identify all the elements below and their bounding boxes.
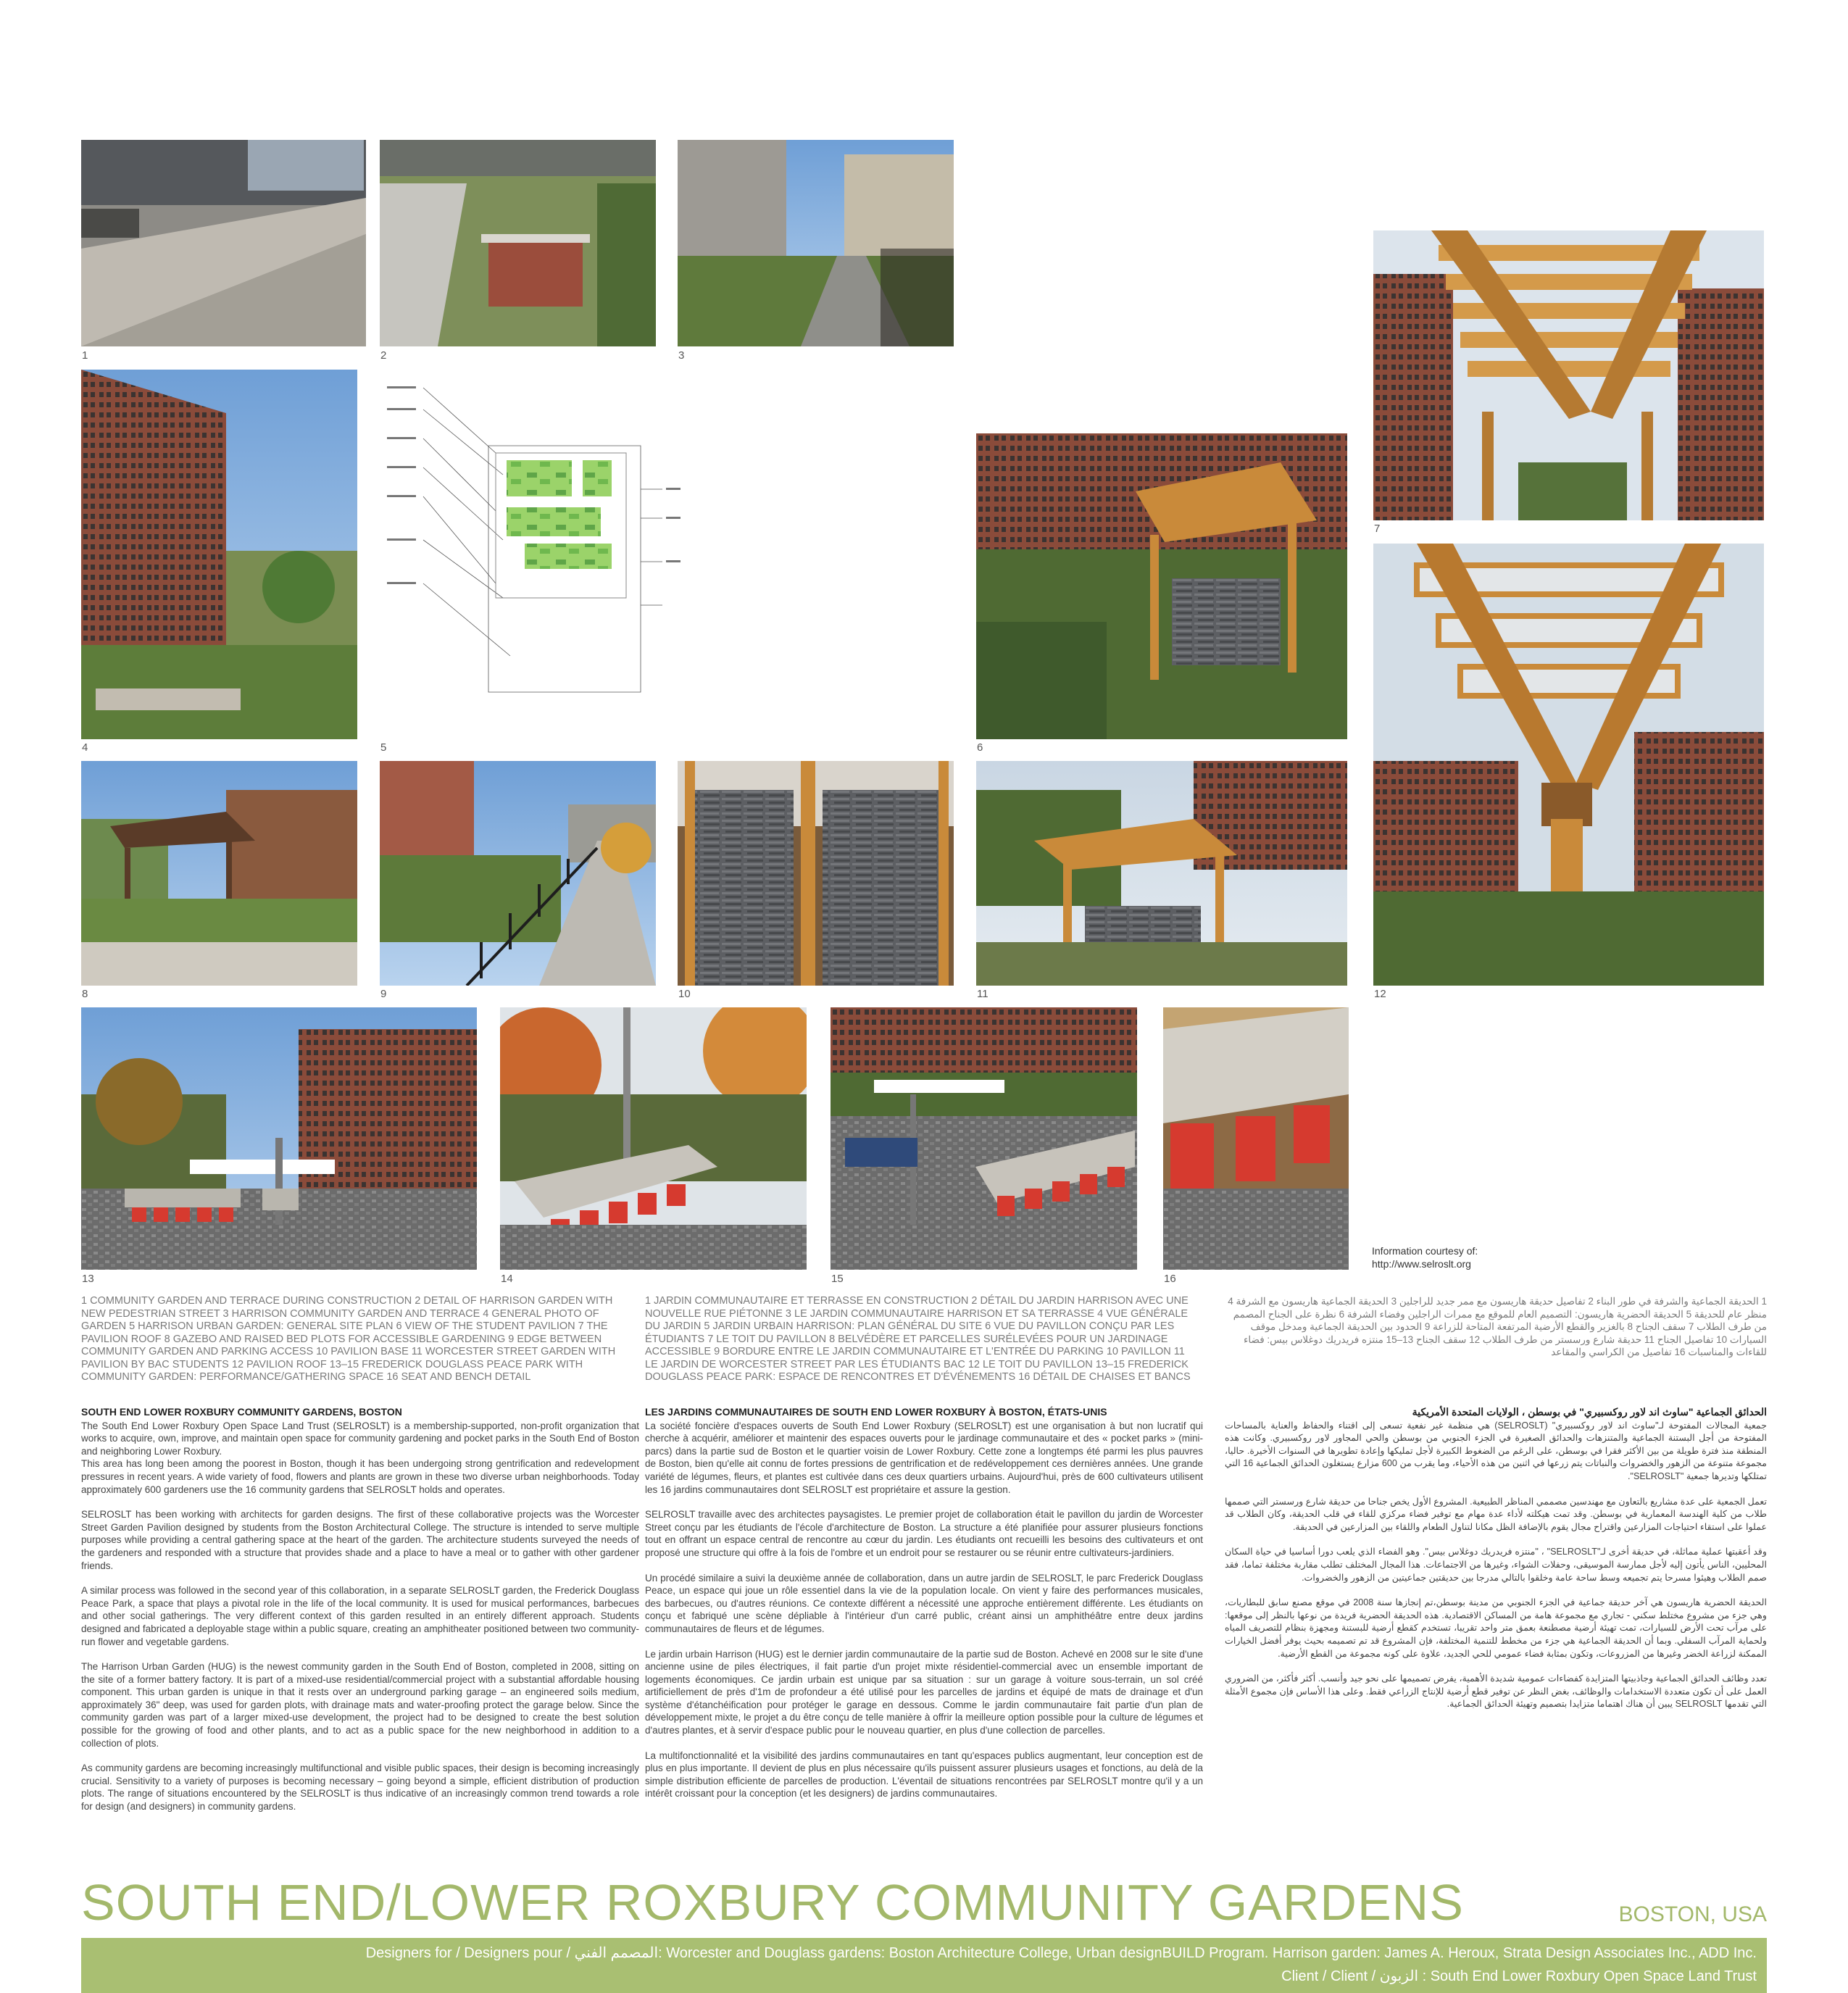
photo-number: 16 xyxy=(1164,1273,1176,1285)
photo-number: 9 xyxy=(380,988,387,1000)
photo-6-student-pavilion xyxy=(976,433,1347,739)
french-paragraph: La multifonctionnalité et la visibilité des jardins communautaires en tant qu'espaces publics augmentant, leur conception est de plus en plus importante. Il devient de plus en plus nécessaire qu'ils puissent assurer plusieurs usages et fonctions, au delà de la simple distribution efficiente de parcelles de production. L'éventail de situations rencontrées par SELROSLT montre qu'il y a un intérêt croissant pour la conception (et les designers) de jardins communautaires. xyxy=(645,1749,1203,1799)
designers-credit: Designers for / Designers pour / المصمم الفني: Worcester and Douglass gardens: Boston Architecture College, Urban designBUILD Program. Harrison garden: James A. Heroux, Strata Design Associates Inc., ADD Inc. xyxy=(365,1945,1757,1961)
english-paragraph: This area has long been among the poorest in Boston, though it has been undergoing strong gentrification and redevelopment pressures in recent years. A wide variety of food, flowers and plants are grown in these two diverse urban neighborhoods. Today approximately 600 gardeners use the 16 community gardens that SELROSLT holds and operates. xyxy=(81,1458,639,1495)
caption-arabic: 1 الحديقة الجماعية والشرفة في طور البناء 2 تفاصيل حديقة هاريسون مع ممر جديد للراجلين 3 الحديقة الجماعية هاريسون مع الشرفة 4 منظر عام للحديقة 5 الحديقة الحضرية هاريسون: التصميم العام للموقع مع ممرات الراجلين وفضاء الشرفة 6 نظرة على الجناح المصمم من طرف الطلاب 7 سقف الجناح 8 بالغزير والقطع الأرضية المرتفعة المتاحة للزراعة 9 الحدود بين الحديقة الجماعية ومدخل موقف السيارات 10 تفاصيل الجناح 11 حديقة شارع ورسستر من طرف الطلاب 12 سقف الجناح 13–15 منتزه فريدريك دوغلاس بيس: فضاء للقاءات والمناسبات 16 تفاصيل من الكراسي والمقاعد xyxy=(1228,1296,1767,1357)
photo-1-construction xyxy=(81,140,366,346)
credit-label: Information courtesy of: xyxy=(1372,1245,1478,1257)
credit-url[interactable]: http://www.selroslt.org xyxy=(1372,1258,1471,1270)
french-paragraph: La société foncière d'espaces ouverts de South End Lower Roxbury (SELROSLT) est une organisation à but non lucratif qui cherche à acquérir, améliorer et maintenir des espaces ouverts pour le jardinage communautaire et des « pocket parks » (mini-parcs) dans la partie sud de Boston et le quartier voisin de Lower Roxbury. Cette zone a longtemps été parmi les plus pauvres de Boston, bien qu'elle ait connu de fortes pressions de gentrification et de redéveloppement ces dernières années. Une grande variété de légumes, fleurs, et plantes est cultivée dans ces deux quartiers urbains. Aujourd'hui, près de 600 cultivateurs utilisent les 16 jardins communautaires dont SELROSLT est propriétaire et assure la gestion. xyxy=(645,1420,1203,1495)
arabic-text-column xyxy=(1225,1406,1767,1723)
photo-number: 1 xyxy=(82,349,88,362)
english-text-column xyxy=(81,1406,639,1826)
photo-number: 5 xyxy=(380,741,387,754)
arabic-paragraph: تعمل الجمعية على عدة مشاريع بالتعاون مع مهندسين مصممي المناظر الطبيعية. المشروع الأول يخص جناحا من حديقة شارع ورسستر التي صممها طلاب من كلية الهندسة المعمارية في بوسطن. وقد تمت هيكلته لأداء عدة مهام مع توفير فضاء مركزي للقاء في قلب الحديقة، وكان الطلاب قد عملوا على استقاء احتياجات المزارعين واقتراح مجال يقوم بالإضافة الظل مكانا لتناول الطعام واللقاء بين المزارعين في الحديقة. xyxy=(1225,1496,1767,1532)
info-credit xyxy=(1372,1244,1478,1270)
photo-number: 8 xyxy=(82,988,88,1000)
photo-number: 13 xyxy=(82,1273,94,1285)
arabic-paragraph: جمعية المجالات المفتوحة لـ"ساوث اند لاور روكسبيري" (SELROSLT) هي منظمة غير نفعية تسعى إلى اقتناء والحفاظ والعناية بالمساحات المفتوحة من أجل البستنة الجماعية والمتنزهات والحدائق الصغيرة في الجزء الجنوبي من بوسطن والحي المجاور لاور روكسبيري. وكانت هذه المنطقة منذ فترة طويلة من بين الأكثر فقرا في بوسطن، على الرغم من الضغوط الكبيرة لأجل تمليكها وإعادة تطويرها في السنوات الأخيرة. حاليا، مجموعة متنوعة من الزهور والخضروات والنباتات يتم زرعها في اثنين من هذه الأحياء، وما يقرب من 600 مزارع يستغلون الحدائق الجماعية 16 التي تمتلكها وتديرها جمعية "SELROSLT". xyxy=(1225,1420,1768,1481)
french-paragraph: SELROSLT travaille avec des architectes paysagistes. Le premier projet de collaboration était le pavillon du jardin de Worcester Street conçu par les étudiants de l'école d'architecture de Boston. La structure a été planifiée pour assurer plusieurs fonctions tout en offrant un espace central de rencontre au cœur du jardin. Les étudiants ont recueilli les besoins des cultivateurs et ont proposé une structure qui offre à la fois de l'ombre et un endroit pour se restaurer ou se réunir entre cultivateurs-jardiniers. xyxy=(645,1509,1203,1558)
english-heading: SOUTH END LOWER ROXBURY COMMUNITY GARDENS, BOSTON xyxy=(81,1406,402,1418)
photo-number: 14 xyxy=(501,1273,513,1285)
client-credit: Client / Client / الزبون : South End Lower Roxbury Open Space Land Trust xyxy=(1281,1968,1757,1984)
arabic-heading: الحدائق الجماعية "ساوث اند لاور روكسبيري" في بوسطن ، الولايات المتحدة الأمريكية xyxy=(1412,1406,1767,1418)
photo-15-douglass-peace-park-stage xyxy=(831,1007,1137,1270)
photo-number: 10 xyxy=(678,988,691,1000)
photo-4-general-garden xyxy=(81,370,357,739)
photo-8-gazebo-raised-beds xyxy=(81,761,357,986)
photo-number: 7 xyxy=(1374,523,1381,535)
photo-number: 2 xyxy=(380,349,387,362)
photo-10-pavilion-base xyxy=(678,761,954,986)
french-paragraph: Un procédé similaire a suivi la deuxième année de collaboration, dans un autre jardin de SELROSLT, le parc Frederick Douglass Peace, un espace qui joue un rôle essentiel dans la vie de la population locale. On vient y faire des performances musicales, des barbecues, ou d'autres réunions. Ce contexte différent a nécessité une approche entièrement différente. Les étudiants on conçu et fabriqué une scène dépliable à l'intérieur d'un carré public, créant ainsi un amphithéâtre entre deux jardins communautaires de fleurs et de légumes. xyxy=(645,1572,1203,1634)
photo-number: 15 xyxy=(831,1273,844,1285)
photo-number: 6 xyxy=(977,741,983,754)
english-paragraph: The South End Lower Roxbury Open Space Land Trust (SELROSLT) is a membership-supported, non-profit organization that works to acquire, own, improve, and maintain open space for community gardening and pocket parks in the South End of Boston and neighboring Lower Roxbury. xyxy=(81,1420,639,1457)
arabic-paragraph: تعدد وظائف الحدائق الجماعية وجاذبيتها المتزايدة كفضاءات عمومية شديدة الأهمية، يفرض تصميمها على نحو جيد وأنسب. أكثر فأكثر، من الضروري العمل على أن تكون متعددة الاستخدامات والوظائف، بغض النظر عن توفير قطع أرضية للإنتاج الزراعي فقط. وعلى هذا الأساس فإن مجموع الأمثلة التي تقدمها SELROSLT يبين أن هناك اهتماما متزايدا بتصميم وتهيئة الحدائق الجماعية. xyxy=(1225,1673,1767,1710)
photo-number: 4 xyxy=(82,741,88,754)
english-paragraph: SELROSLT has been working with architects for garden designs. The first of these collaborative projects was the Worcester Street Garden Pavilion designed by students from the Boston Architectural College. The structure is intended to serve multiple purposes while providing a central gathering space at the heart of the garden. The architecture students surveyed the needs of the gardeners and responded with a structure that provides shade and a place to have a meal or to gather with other gardener friends. xyxy=(81,1509,639,1571)
caption-french: 1 JARDIN COMMUNAUTAIRE ET TERRASSE EN CONSTRUCTION 2 DÉTAIL DU JARDIN HARRISON AVEC UNE NOUVELLE RUE PIÉTONNE 3 LE JARDIN COMMUNAUTAIRE HARRISON ET SA TERRASSE 4 VUE GÉNÉRALE DU JARDIN 5 JARDIN URBAIN HARRISON: PLAN GÉNÉRAL DU SITE 6 VUE DU PAVILLON CONÇU PAR LES ÉTUDIANTS 7 LE TOIT DU PAVILLON 8 BELVÉDÈRE ET PARCELLES SURÉLEVÉES POUR UN JARDINAGE ACCESSIBLE 9 BORDURE ENTRE LE JARDIN COMMUNAUTAIRE ET L'ENTRÉE DU PARKING 10 PAVILLON 11 LE JARDIN DE WORCESTER STREET PAR LES ÉTUDIANTS BAC 12 LE TOIT DU PAVILLON 13–15 FREDERICK DOUGLASS PEACE PARK: ESPACE DE RENCONTRES ET D'ÉVÉNEMENTS 16 DÉTAIL DE CHAISES ET BANCS xyxy=(645,1295,1191,1383)
photo-number: 3 xyxy=(678,349,685,362)
arabic-paragraph: الحديقة الحضرية هاريسون هي آخر حديقة جماعية في الجزء الجنوبي من مدينة بوسطن،تم إنجازها سنة 2008 في موقع مصنع سابق للبطاريات، وهي جزء من مشروع مختلط سكني - تجاري مع مجموعة هامة من المساكن الاقتصادية. هذه الحديقة الحضرية فريدة من نوعها بالنظر إلى موقعها: على مرآب تحت الأرض للسيارات، تمت تهيئة أرضية مصطنعة بعمق متر واحد تقريبا، تستخدم كقطع أرضية للبستنة ومجهزة بنظام للتصريف المياه ولحماية المرآب السفلي. وبما أن الحديقة الجماعية هي جزء من مخطط للتنمية المختلفة، فإن المشروع قد تم تصميمه بحيث يوفر أفضل الخيارات الممكنة لزراعة الخضر وغيرها من المزروعات، وتكون بمثابة فضاء عمومي للحي الجديد، علاوة على كونه مجموعة من القطع الأرضية. xyxy=(1225,1597,1768,1659)
photo-14-douglass-peace-park-bench xyxy=(500,1007,807,1270)
english-paragraph: The Harrison Urban Garden (HUG) is the newest community garden in the South End of Boston, completed in 2008, sitting on the site of a former battery factory. It is part of a mixed-use residential/commercial project with a substantial affordable housing component. This urban garden is unique in that it rests over an underground parking garage – an engineered soils medium, approximately 36" deep, was used for garden plots, with drainage mats and water-proofing protect the garage below. Since the community garden was part of a larger mixed-use development, the project had to be designed to create the best solution possible for the growing of food and other plants, and to act as a public space for the new neighborhood in addition to a collection of plots. xyxy=(81,1661,639,1749)
credits-band xyxy=(81,1938,1767,1993)
photo-9-garden-parking-edge xyxy=(380,761,656,986)
photo-16-seat-bench-detail xyxy=(1163,1007,1349,1270)
photo-3-harrison-garden-terrace xyxy=(678,140,954,346)
french-paragraph: Le jardin urbain Harrison (HUG) est le dernier jardin communautaire de la partie sud de Boston. Achevé en 2008 sur le site d'une ancienne usine de piles électriques, il fait partie d'un projet mixte résidentiel-commercial avec un ensemble important de logements économiques. Ce jardin urbain est unique par sa situation : sur un garage à voiture sous-terrain, un sol créé artificiellement de près d'1m de profondeur a été utilisé pour les parcelles de jardins et équipé de mats de drainage et d'un système d'étanchéification pour protéger le garage en dessous. Comme le jardin communautaire fait partie d'un plan de développement mixte, le projet a du être conçu de telle manière à offrir la meilleure option possible pour la culture de légumes et d'autres plantes, et à servir d'espace public pour le nouveau quartier, en plus d'une collection de parcelles. xyxy=(645,1648,1203,1736)
arabic-paragraph: وقد أعقبتها عملية مماثلة، في حديقة أخرى لـ"SELROSLT" ، "منتزه فريدريك دوغلاس بيس". وهو الفضاء الذي يلعب دورا أساسيا في حياة السكان المحليين، الناس يأتون إليه لأجل ممارسة الموسيقى، وحفلات الشواء، وغيرها من الاجتماعات. هذا المجال المختلف تطلب مقاربة مختلفة تماما، فقد صمم الطلاب وهيئوا مسرحا يتم تجميعه وسط ساحة عامة وخلقوا بالتالي مدرجا بين حديقتين جماعيتين من الزهور والخضروات. xyxy=(1225,1547,1767,1583)
caption-english: 1 COMMUNITY GARDEN AND TERRACE DURING CONSTRUCTION 2 DETAIL OF HARRISON GARDEN WITH NEW PEDESTRIAN STREET 3 HARRISON COMMUNITY GARDEN AND TERRACE 4 GENERAL PHOTO OF GARDEN 5 HARRISON URBAN GARDEN: GENERAL SITE PLAN 6 VIEW OF THE STUDENT PAVILION 7 THE PAVILION ROOF 8 GAZEBO AND RAISED BED PLOTS FOR ACCESSIBLE GARDENING 9 EDGE BETWEEN COMMUNITY GARDEN AND PARKING ACCESS 10 PAVILION BASE 11 WORCESTER STREET GARDEN WITH PAVILION BY BAC STUDENTS 12 PAVILION ROOF 13–15 FREDERICK DOUGLASS PEACE PARK WITH COMMUNITY GARDEN: PERFORMANCE/GATHERING SPACE 16 SEAT AND BENCH DETAIL xyxy=(81,1295,616,1383)
photo-number: 12 xyxy=(1374,988,1386,1000)
photo-11-worcester-street-garden xyxy=(976,761,1347,986)
photo-12-pavilion-roof xyxy=(1373,544,1764,986)
photo-5-site-plan xyxy=(380,366,684,739)
photo-number: 11 xyxy=(977,988,988,1000)
french-text-column xyxy=(645,1406,1203,1813)
photo-2-harrison-detail xyxy=(380,140,656,346)
photo-13-douglass-peace-park xyxy=(81,1007,477,1270)
location-label: BOSTON, USA xyxy=(1618,1902,1767,1926)
english-paragraph: A similar process was followed in the second year of this collaboration, in a separate SELROSLT garden, the Frederick Douglass Peace Park, a space that plays a pivotal role in the life of the local community. It is used for musical performances, barbecues and other social gatherings. The very different context of this garden resulted in an entirely different approach. Students designed and fabricated a deployable stage within a public square, creating an amphitheater positioned between two community-run flower and vegetable gardens. xyxy=(81,1585,639,1647)
french-heading: LES JARDINS COMMUNAUTAIRES DE SOUTH END LOWER ROXBURY À BOSTON, ÉTATS-UNIS xyxy=(645,1406,1107,1418)
photo-7-pavilion-roof xyxy=(1373,230,1764,520)
english-paragraph: As community gardens are becoming increasingly multifunctional and visible public spaces, their design is becoming increasingly crucial. Sensitivity to a variety of purposes is becoming necessary – going beyond a simple, efficient distribution of production plots. The range of situations encountered by the SELROSLT is thus indicative of an increasingly common trend towards a role for design (and designers) in community gardens. xyxy=(81,1763,639,1813)
page-title: SOUTH END/LOWER ROXBURY COMMUNITY GARDENS xyxy=(81,1874,1464,1931)
